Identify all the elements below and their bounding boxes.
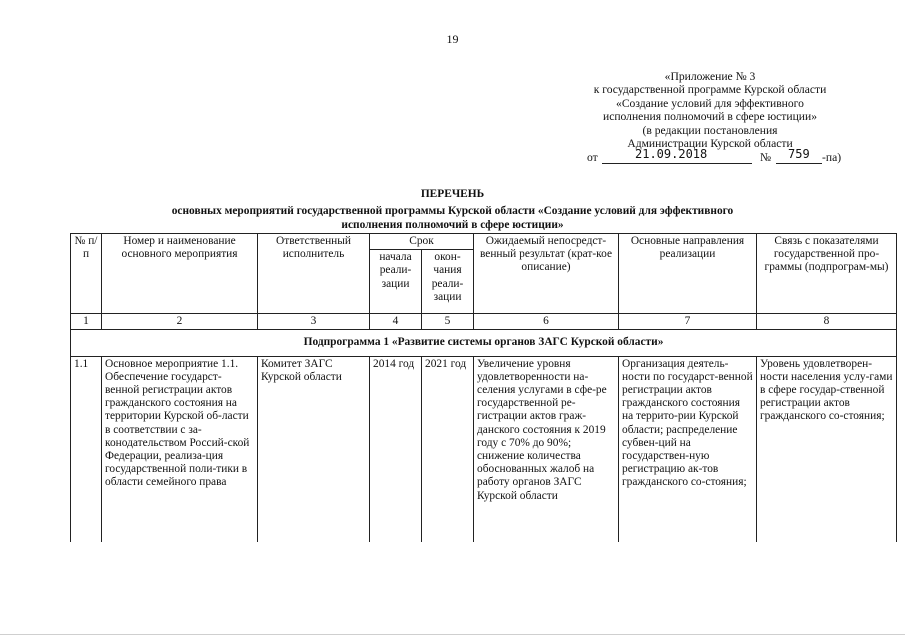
annex-line-5: (в редакции постановления	[642, 123, 778, 137]
header-term-end: окон-чания реали-зации	[422, 250, 474, 314]
header-row-1	[71, 234, 897, 250]
annex-line-1: «Приложение № 3	[664, 70, 756, 83]
decree-number: 759	[788, 147, 810, 162]
number-suffix: -па)	[822, 151, 842, 165]
annex-line-4: исполнения полномочий в сфере юстиции»	[602, 110, 817, 124]
header-term-start: начала реали-зации	[370, 250, 422, 314]
index-cell: 4	[370, 314, 422, 330]
annex-line-6: Администрации Курской области	[627, 137, 793, 151]
index-cell: 6	[474, 314, 619, 330]
measure-row	[71, 356, 897, 542]
header-term: Срок	[370, 234, 474, 250]
index-cell: 5	[422, 314, 474, 330]
index-cell: 7	[619, 314, 757, 330]
index-cell: 2	[102, 314, 258, 330]
page-bottom-edge	[0, 634, 905, 635]
header-indicators: Связь с показателями государственной про-граммы (подпрограм-мы)	[757, 234, 897, 314]
annex-line-3: «Создание условий для эффективного	[616, 96, 804, 110]
measure-executor: Комитет ЗАГС Курской области	[258, 356, 370, 542]
header-name: Номер и наименование основного мероприятия	[102, 234, 258, 314]
measures-table	[70, 233, 897, 542]
measure-result: Увеличение уровня удовлетворенности на-селения услугами в сфе-ре государственной ре-гистрации актов граж-данского состояния к 2019 году с 70% до 90%; снижение количества обоснованных жалоб на работу органов ЗАГС Курской области	[474, 356, 619, 542]
index-cell: 8	[757, 314, 897, 330]
index-row	[71, 314, 897, 330]
header-num: № п/п	[71, 234, 102, 314]
decree-date: 21.09.2018	[635, 147, 708, 162]
number-underline	[776, 163, 822, 164]
document-heading: ПЕРЕЧЕНЬ	[420, 188, 485, 200]
measure-end: 2021 год	[422, 356, 474, 542]
measure-num: 1.1	[71, 356, 102, 542]
measure-directions: Организация деятель-ности по государст-венной регистрации актов гражданского состояния на террито-рии Курской области; распределение субвен-ций на государствен-ную регистрацию ак-тов гражданского со-стояния;	[619, 356, 757, 542]
document-title-line-3: исполнения полномочий в сфере юстиции»	[341, 219, 564, 231]
date-underline	[602, 163, 752, 164]
measure-start: 2014 год	[370, 356, 422, 542]
annex-line-2: к государственной программе Курской области	[593, 83, 827, 97]
subprogram-row	[71, 330, 897, 356]
header-directions: Основные направления реализации	[619, 234, 757, 314]
header-executor: Ответственный исполнитель	[258, 234, 370, 314]
from-label: от	[587, 151, 598, 165]
measure-indicators: Уровень удовлетворен-ности населения услу-гами в сфере государ-ственной регистрации актов гражданского со-стояния;	[757, 356, 897, 542]
document-title-line-2: основных мероприятий государственной программы Курской области «Создание условий для эффективного	[171, 205, 734, 217]
measure-name: Основное мероприятие 1.1. Обеспечение государст-венной регистрации актов гражданского состояния на территории Курской об-ласти в соответствии с за-конодательством Россий-ской Федерации, реализа-ция государственной поли-тики в области семейного права	[102, 356, 258, 542]
decree-date-number	[560, 147, 860, 165]
subprogram-title: Подпрограмма 1 «Развитие системы органов ЗАГС Курской области»	[71, 330, 897, 356]
page-number: 19	[446, 32, 459, 46]
index-cell: 3	[258, 314, 370, 330]
index-cell: 1	[71, 314, 102, 330]
header-result: Ожидаемый непосредст-венный результат (крат-кое описание)	[474, 234, 619, 314]
annex-block	[560, 70, 860, 165]
number-label: №	[760, 151, 772, 165]
